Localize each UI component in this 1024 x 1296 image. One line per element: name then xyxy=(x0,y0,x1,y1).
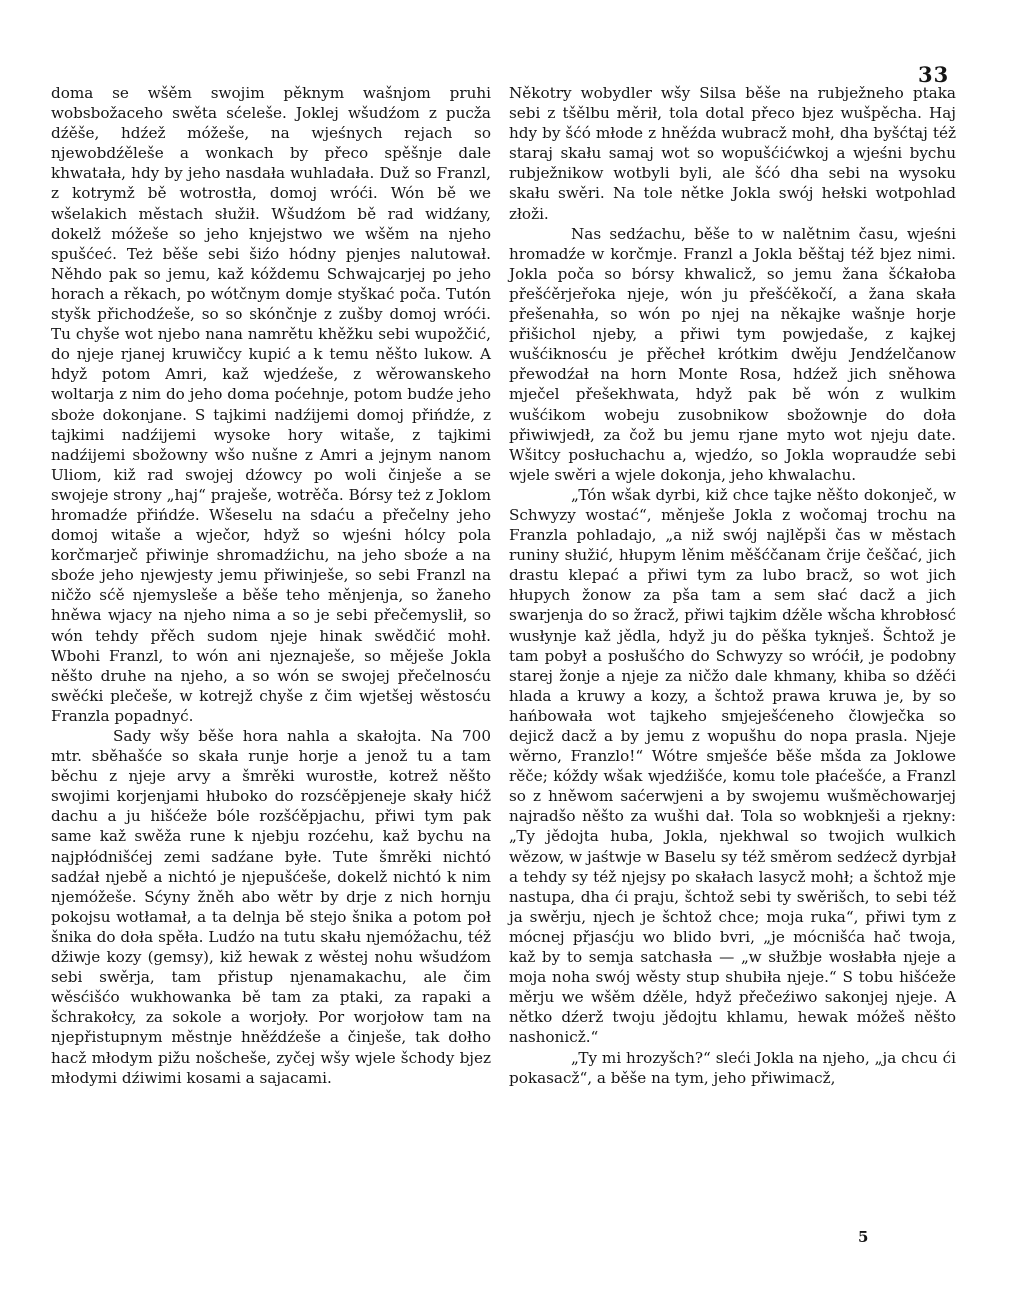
page-number: 33 xyxy=(918,62,950,87)
paragraph: doma se wšěm swojim pěknym wašnjom pruhi wobsbožaceho swěta sćeleše. Joklej wšudźom z pucža dźěše, hdźež móžeše, na wjeśnych rejach so njewobdźěleše a wonkach by přeco spěšnje dale khwatała, hdy by jeho nasdała wuhladała. Duž so Franzl, z kotrymž bě wotrostła, domoj wróći. Wón bě we wšelakich městach słužił. Wšudźom bě rad widźany, dokelž móžeše so jeho knjejstwo we wšěm na njeho spušćeć. Też běše sebi šiźo hódny pjenjes nalutował. Něhdo pak so jemu, kaž kóždemu Schwajcarjej po jeho horach a rěkach, po wótčnym domje styškać poča. Tutón styšk přichodźeše, so so skónčnje z zušby domoj wróći. Tu chyše wot njebo nana namrětu khěžku sebi wupožčić, do njeje rjanej kruwičcy kupić a k temu něšto lukow. A hdyž potom Amri, kaž wjedźeše, z wěrowanskeho woltarja z nim do jeho doma poćehnje, potom budźe jeho sboże dokonjane. S tajkimi nadźijemi domoj přińdźe, z tajkimi nadźijemi wysoke hory witaše, z tajkimi nadźijemi sbožowny wšo nušne z Amri a jejnym nanom Uliom, kiž rad swojej dźowcy po woli činješe a se swojeje strony „haj“ praješe, wotrěča. Bórsy też z Joklom hromadźe přińdźe. Wšeselu na sdaću a přečelny jeho domoj witaše a wječor, hdyž so wjeśni hólcy pola korčmarječ přiwinje shromadźichu, na jeho sboźe a na sboźe jeho njewjesty jemu přiwinješe, so sebi Franzl na ničžo sćě njemysleše a běše teho měnjenja, so žaneho hněwa wjacy na njeho nima a so je sebi přečemyslił, so wón tehdy přěch sudom njeje hinak swědčić mohł. Wbohi Franzl, to wón ani njeznaješe, so měješe Jokla něšto druhe na njeho, a so wón se swojej přečelnosću swěćki plečeše, w kotrejž chyše z čim wjetšej wěstosću Franzla popadnyć. xyxy=(51,84,491,725)
paragraph: Nas sedźachu, běše to w nalětnim času, wjeśni hromadźe w korčmje. Franzl a Jokla běštaj též bjez nimi. Jokla poča so bórsy khwalicž, so jemu žana šćkałoba přešćěrjeřoka njeje, wón ju přešćěkočí, a žana skała přešenahła, so wón po njej na někajke wašnje horje přišichol njeby, a přiwi tym powjedaše, z kajkej wušćiknosću je přěcheł krótkim dwěju Jendźelčanow přewodźał na horn Monte Rosa, hdźež jich sněhowa mječel přešekhwata, hdyž pak bě wón z wulkim wušćikom wobeju zusobnikow sbožownje do doła přiwiwjedł, za čož bu jemu rjane myto wot njeju date. Wšitcy posłuchachu a, wjedźo, so Jokla wopraudźe sebi wjele swěri a wjele dokonja, jeho khwalachu. xyxy=(509,224,956,484)
paragraph: Někotry wobydler wšy Silsa běše na rubježneho ptaka sebi z tšělbu měrił, tola dotal přeco bjez wušpěcha. Haj hdy by šćó młode z hněźda wubracž mohł, dha byšćtaj též staraj skału samaj wot so wopušćićwkoj a wjeśni bychu rubježnikow wotbyli byli, ale šćó dha sebi na wysoku skału swěri. Na tole nětke Jokla swój hełski wotpohlad złoži. xyxy=(509,84,956,223)
paragraph: Sady wšy běše hora nahla a skałojta. Na 700 mtr. sběhašće so skała runje horje a jenož tu a tam běchu z njeje arvy a šmrěki wurostłe, kotrež něšto swojimi korjenjami hłuboko do rozsćěpjeneje skały hićž dachu a ju hišćeže bóle rozšćěpjachu, přiwi tym pak same kaž swěža rune k njebju rozćehu, kaž bychu na najpłódnišćej zemi sadźane byłe. Tute šmrěki nichtó sadźał njebě a nichtó je njepušćeše, dokelž nichtó k nim njemóžeše. Sćyny žněh abo wětr by drje z nich hornju pokojsu wotłamał, a ta delnja bě stejo šnika a potom poł šnika do doła spěła. Ludźo na tutu skału njemóžachu, též džiwje kozy (gemsy), kiž hewak z wěstej nohu wšudźom sebi swěrja, tam přistup njenamakachu, ale čim wěsćišćo wukhowanka bě tam za ptaki, za rapaki a šchrakołcy, za sokole a worjoły. Por worjołow tam na njepřistupnym městnje hněźdźeše a činješe, tak dołho hacž młodym pižu nošcheše, zyčej wšy wjele šchody bjez młodymi dźiwimi kosami a sajacami. xyxy=(51,727,491,1087)
signature-mark: 5 xyxy=(858,1228,869,1246)
paragraph: „Tón wšak dyrbi, kiž chce tajke něšto dokonječ, w Schwyzy wostać“, měnješe Jokla z wočomaj trochu na Franzla pohladajo, „a niž swój najlěpši čas w městach runiny słužić, hłupym lěnim měšćčanam črije češčać, jich drastu klepać a přiwi tym za lubo bracž, so wot jich hłupych žonow za pša tam a sem słać dacž a jich swarjenja do so žracž, přiwi tajkim dźěle wšcha khrobłosć wusłynje kaž jědla, hdyž ju do pěška tyknješ. Šchtož je tam pobył a posłušćho do Schwyzy so wróćił, je podobny starej žonje a njeje za ničžo dale khmany, khiba so dźěći hlada a kruwy a kozy, a šchtož prawa kruwa je, by so hańbowała wot tajkeho smjeješćeneho člowječka so dejicž dacž a by jemu z wopušhu do nopa prasla. Njeje wěrno, Franzlo!“ Wótre smješće běše mšda za Joklowe rěče; kóždy wšak wjedźišće, komu tole płaćešće, a Franzl so z hněwom saćerwjeni a by swojemu wušměchowarjej najradšo něšto za wušhi dał. Tola so wobknješi a rjekny: „Ty jědojta huba, Jokla, njekhwal so twojich wulkich wězow, w jaśtwje w Baselu sy též směrom sedźecž dyrbjał a tehdy sy též njejsy po skałach lasycž mohł; a šchtož mje nastupa, dha ći praju, šchtož sebi ty swěrišch, to sebi též ja swěrju, njech je šchtož chce; moja ruka“, přiwi tym z mócnej přjasćju wo blido bvri, „je mócnišća hač twoja, kaž by to semja satchasła — „w słužbje wosłabła njeje a moja noha swój wěsty stup shubiła njeje.“ S tobu hišćeže měrju we wšěm dźěle, hdyž přečeźiwo sakonjej njeje. A nětko dźerž twoju jědojtu khlamu, hewak móžeš něšto nashonicž.“ xyxy=(509,485,956,1047)
paragraph: „Ty mi hrozyšch?“ sleći Jokla na njeho, „ja chcu ći pokasacž“, a běše na tym, jeho přiwimacž, xyxy=(509,1048,956,1087)
text-column-right xyxy=(509,83,956,1088)
text-column-left xyxy=(51,83,491,1088)
